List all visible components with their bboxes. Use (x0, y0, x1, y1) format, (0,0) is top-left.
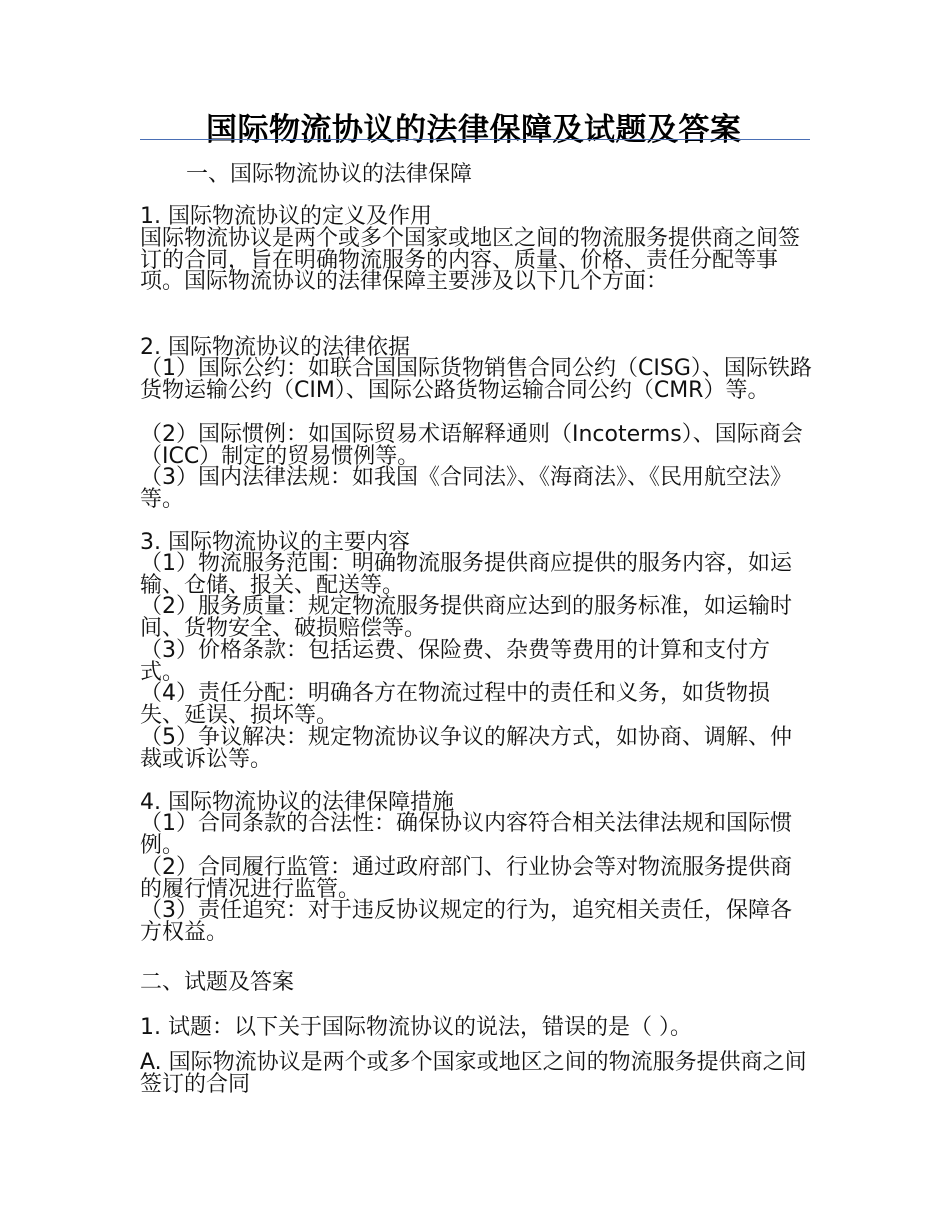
section3-item-2: （2）服务质量：规定物流服务提供商应达到的服务标准，如运输时间、货物安全、破损赔偿等。 (140, 594, 792, 641)
section3-item-5: （5）争议解决：规定物流协议争议的解决方式，如协商、调解、仲裁或诉讼等。 (140, 725, 792, 772)
section4-item-1: （1）合同条款的合法性：确保协议内容符合相关法律法规和国际惯例。 (140, 811, 792, 858)
section3-heading: 3. 国际物流协议的主要内容 (140, 530, 410, 555)
section4-heading: 4. 国际物流协议的法律保障措施 (140, 790, 454, 815)
question-1: 1. 试题：以下关于国际物流协议的说法，错误的是（ ）。 (140, 1015, 692, 1040)
section2-item-2: （2）国际惯例：如国际贸易术语解释通则（Incoterms）、国际商会（ICC）制定的贸易惯例等。 (140, 422, 803, 469)
section4-item-2: （2）合同履行监管：通过政府部门、行业协会等对物流服务提供商的履行情况进行监管。 (140, 855, 792, 902)
part2-heading: 二、试题及答案 (140, 970, 295, 995)
section3-item-4: （4）责任分配：明确各方在物流过程中的责任和义务，如货物损失、延误、损坏等。 (140, 681, 770, 728)
part1-heading: 一、国际物流协议的法律保障 (186, 162, 473, 187)
section3-item-3: （3）价格条款：包括运费、保险费、杂费等费用的计算和支付方式。 (140, 638, 770, 685)
section1-paragraph: 国际物流协议是两个或多个国家或地区之间的物流服务提供商之间签订的合同，旨在明确物流服务的内容、质量、价格、责任分配等事项。国际物流协议的法律保障主要涉及以下几个方面： (140, 226, 801, 294)
question-1-option-a: A. 国际物流协议是两个或多个国家或地区之间的物流服务提供商之间签订的合同 (140, 1050, 807, 1097)
document-title: 国际物流协议的法律保障及试题及答案 (206, 112, 742, 148)
section3-item-1: （1）物流服务范围：明确物流服务提供商应提供的服务内容，如运输、仓储、报关、配送等。 (140, 551, 792, 598)
section2-heading: 2. 国际物流协议的法律依据 (140, 335, 410, 360)
title-underline (140, 139, 810, 140)
section1-heading: 1. 国际物流协议的定义及作用 (140, 204, 432, 229)
section2-item-3: （3）国内法律法规：如我国《合同法》、《海商法》、《民用航空法》等。 (140, 465, 792, 512)
section4-item-3: （3）责任追究：对于违反协议规定的行为，追究相关责任，保障各方权益。 (140, 898, 792, 945)
section2-item-1: （1）国际公约：如联合国国际货物销售合同公约（CISG）、国际铁路货物运输公约（CIM）、国际公路货物运输合同公约（CMR）等。 (140, 356, 812, 403)
